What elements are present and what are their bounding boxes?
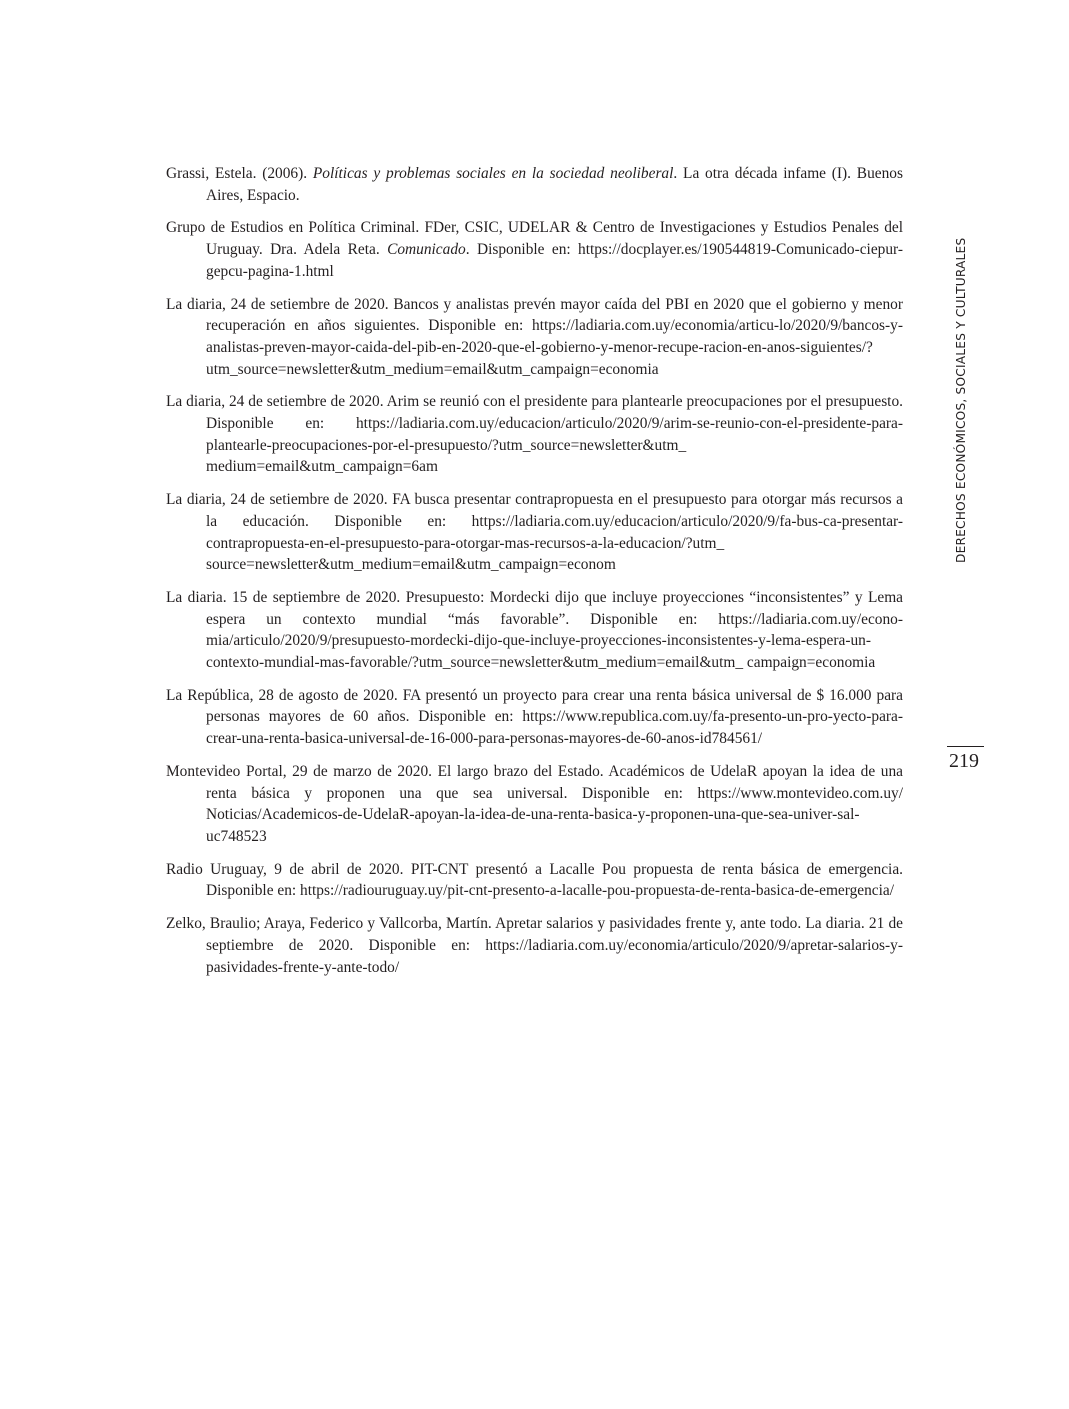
reference-title: Comunicado: [387, 241, 466, 259]
reference-text: . La otra década infame (I). Buenos Aires, Espacio.: [206, 165, 903, 204]
reference-list: [166, 163, 903, 989]
reference-entry: [166, 859, 903, 902]
reference-text: Grassi, Estela. (2006).: [166, 165, 313, 182]
page-number-rule: [947, 746, 984, 747]
running-head: DERECHOS ECONÓMICOS, SOCIALES Y CULTURALES: [954, 237, 968, 563]
reference-text: La República, 28 de agosto de 2020. FA presentó un proyecto para crear una renta básica universal de $ 16.000 para personas mayores de 60 años. Disponible en: https://www.republica.com.uy/fa-presento-un-pro-yecto-para-crear-una-renta-basica-universal-de-16-000-para-personas-mayores-de-60-anos-id784561/: [166, 686, 903, 748]
reference-entry: [166, 685, 903, 750]
reference-text: La diaria, 24 de setiembre de 2020. Bancos y analistas prevén mayor caída del PBI en 2020 que el gobierno y menor recuperación en años siguientes. Disponible en: https://ladiaria.com.uy/economia/articu-lo/2020/9/bancos-y-analistas-preven-mayor-caida-del-pib-en-2020-que-el-gobierno-y-menor-recupe-racion-en-anos-siguientes/?utm_source=newsletter&utm_medium=email&utm_campaign=economia: [166, 295, 903, 378]
reference-text: La diaria, 24 de setiembre de 2020. Arim se reunió con el presidente para plantearle preocupaciones por el presupuesto. Disponible en: https://ladiaria.com.uy/educacion/articulo/2020/9/arim-se-reunio-con-el-presidente-para-plantearle-preocupaciones-por-el-presupuesto/?utm_source=newsletter&utm_ medium=email&utm_campaign=6am: [166, 393, 903, 476]
reference-entry: [166, 294, 903, 381]
reference-text: Montevideo Portal, 29 de marzo de 2020. El largo brazo del Estado. Académicos de UdelaR apoyan la idea de una renta básica y proponen una que sea universal. Disponible en: https://www.montevideo.com.uy/ Noticias/Academicos-de-UdelaR-apoyan-la-idea-de-una-renta-basica-y-proponen-una-que-sea-univer-sal-uc748523: [166, 762, 903, 845]
reference-text: Zelko, Braulio; Araya, Federico y Vallcorba, Martín. Apretar salarios y pasividades frente y, ante todo. La diaria. 21 de septiembre de 2020. Disponible en: https://ladiaria.com.uy/economia/articulo/2020/9/apretar-salarios-y-pasividades-frente-y-ante-todo/: [166, 915, 903, 976]
reference-text: . Disponible en: https://docplayer.es/190544819-Comunicado-ciepur-gepcu-pagina-1.html: [206, 241, 903, 280]
reference-entry: [166, 761, 903, 848]
reference-text: La diaria, 24 de setiembre de 2020. FA busca presentar contrapropuesta en el presupuesto para otorgar más recursos a la educación. Disponible en: https://ladiaria.com.uy/educacion/articulo/2020/9/fa-bus-ca-presentar-contrapropuesta-en-el-presupuesto-para-otorgar-mas-recursos-a-la-educacion/?utm_ source=newsletter&utm_medium=email&utm_campaign=econom: [166, 491, 903, 574]
reference-title: Políticas y problemas sociales en la sociedad neoliberal: [312, 165, 674, 182]
reference-entry: [166, 587, 903, 674]
reference-text: Radio Uruguay, 9 de abril de 2020. PIT-CNT presentó a Lacalle Pou propuesta de renta básica de emergencia. Disponible en: https://radiouruguay.uy/pit-cnt-presento-a-lacalle-pou-propuesta-de-renta-basica-de-emergencia/: [166, 860, 903, 900]
reference-entry: [166, 217, 903, 282]
reference-entry: [166, 163, 903, 206]
reference-entry: [166, 913, 903, 978]
page-number: 219: [949, 750, 979, 772]
reference-text: Grupo de Estudios en Política Criminal. FDer, CSIC, UDELAR & Centro de Investigaciones y Estudios Penales del Uruguay. Dra. Adela Reta.: [166, 219, 903, 259]
reference-entry: [166, 489, 903, 576]
reference-entry: [166, 391, 903, 478]
reference-text: La diaria. 15 de septiembre de 2020. Presupuesto: Mordecki dijo que incluye proyecciones “inconsistentes” y Lema espera un contexto mundial “más favorable”. Disponible en: https://ladiaria.com.uy/econo-mia/articulo/2020/9/presupuesto-mordecki-dijo-que-incluye-proyecciones-inconsistentes-y-lema-espera-un-contexto-mundial-mas-favorable/?utm_source=newsletter&utm_medium=email&utm_ campaign=economia: [166, 588, 903, 672]
